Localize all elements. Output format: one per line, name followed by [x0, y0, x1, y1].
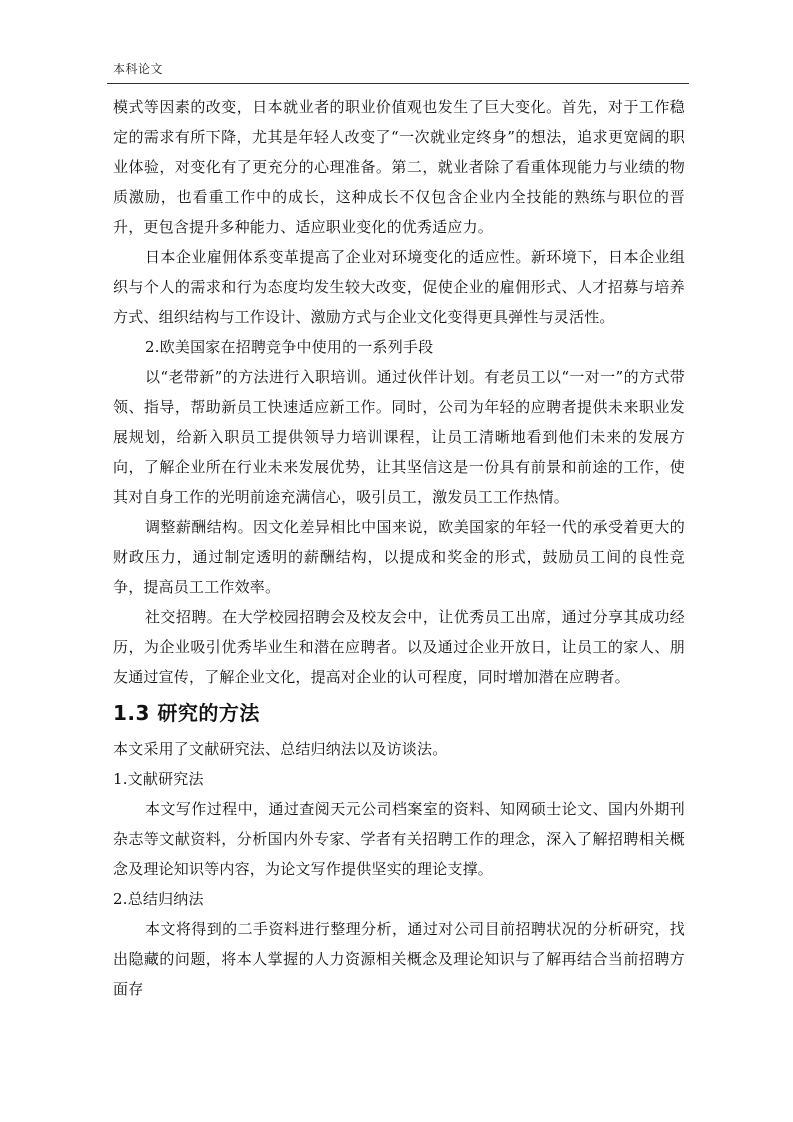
page-header-label: 本科论文 [113, 62, 164, 76]
paragraph-summary-method: 本文将得到的二手资料进行整理分析，通过对公司目前招聘状况的分析研究，找出隐藏的问题，将本人掌握的人力资源相关概念及理论知识与了解再结合当前招聘方面存 [113, 920, 685, 998]
paragraph-salary-structure: 调整薪酬结构。因文化差异相比中国来说，欧美国家的年轻一代的承受着更大的财政压力，通过制定透明的薪酬结构，以提成和奖金的形式，鼓励员工间的良性竞争，提高员工工作效率。 [113, 518, 685, 596]
paragraph-continued: 模式等因素的改变，日本就业者的职业价值观也发生了巨大变化。首先，对于工作稳定的需求有所下降，尤其是年轻人改变了“一次就业定终身”的想法，追求更宽阔的职业体验，对变化有了更充分的心理准备。第二，就业者除了看重体现能力与业绩的物质激励，也看重工作中的成长，这种成长不仅包含企业内全技能的熟练与职位的晋升，更包含提升多种能力、适应职业变化的优秀适应力。 [113, 98, 685, 236]
paragraph-japan-employment: 日本企业雇佣体系变革提高了企业对环境变化的适应性。新环境下，日本企业组织与个人的需求和行为态度均发生较大改变，促使企业的雇佣形式、人才招募与培养方式、组织结构与工作设计、激励方式与企业文化变得更具弹性与灵活性。 [113, 248, 685, 326]
header-divider [107, 83, 689, 84]
subheading-literature-method: 1.文献研究法 [113, 770, 204, 788]
section-heading-research-methods: 1.3 研究的方法 [113, 701, 260, 725]
paragraph-literature-method: 本文写作过程中，通过查阅天元公司档案室的资料、知网硕士论文、国内外期刊杂志等文献资料，分析国内外专家、学者有关招聘工作的理念，深入了解招聘相关概念及理论知识等内容，为论文写作提供坚实的理论支撑。 [113, 800, 685, 878]
body-text [113, 92, 685, 1004]
subheading-summary-method: 2.总结归纳法 [113, 890, 204, 908]
paragraph-methods-overview: 本文采用了文献研究法、总结归纳法以及访谈法。 [113, 740, 448, 758]
paragraph-social-recruiting: 社交招聘。在大学校园招聘会及校友会中，让优秀员工出席，通过分享其成功经历，为企业吸引优秀毕业生和潜在应聘者。以及通过企业开放日，让员工的家人、朋友通过宣传，了解企业文化，提高对企业的认可程度，同时增加潜在应聘者。 [113, 608, 685, 686]
paragraph-mentoring: 以“老带新”的方法进行入职培训。通过伙伴计划。有老员工以“一对一”的方式带领、指导，帮助新员工快速适应新工作。同时，公司为年轻的应聘者提供未来职业发展规划，给新入职员工提供领导力培训课程，让员工清晰地看到他们未来的发展方向，了解企业所在行业未来发展优势，让其坚信这是一份具有前景和前途的工作，使其对自身工作的光明前途充满信心，吸引员工，激发员工工作热情。 [113, 368, 685, 506]
subheading-western-methods: 2.欧美国家在招聘竞争中使用的一系列手段 [145, 338, 434, 356]
